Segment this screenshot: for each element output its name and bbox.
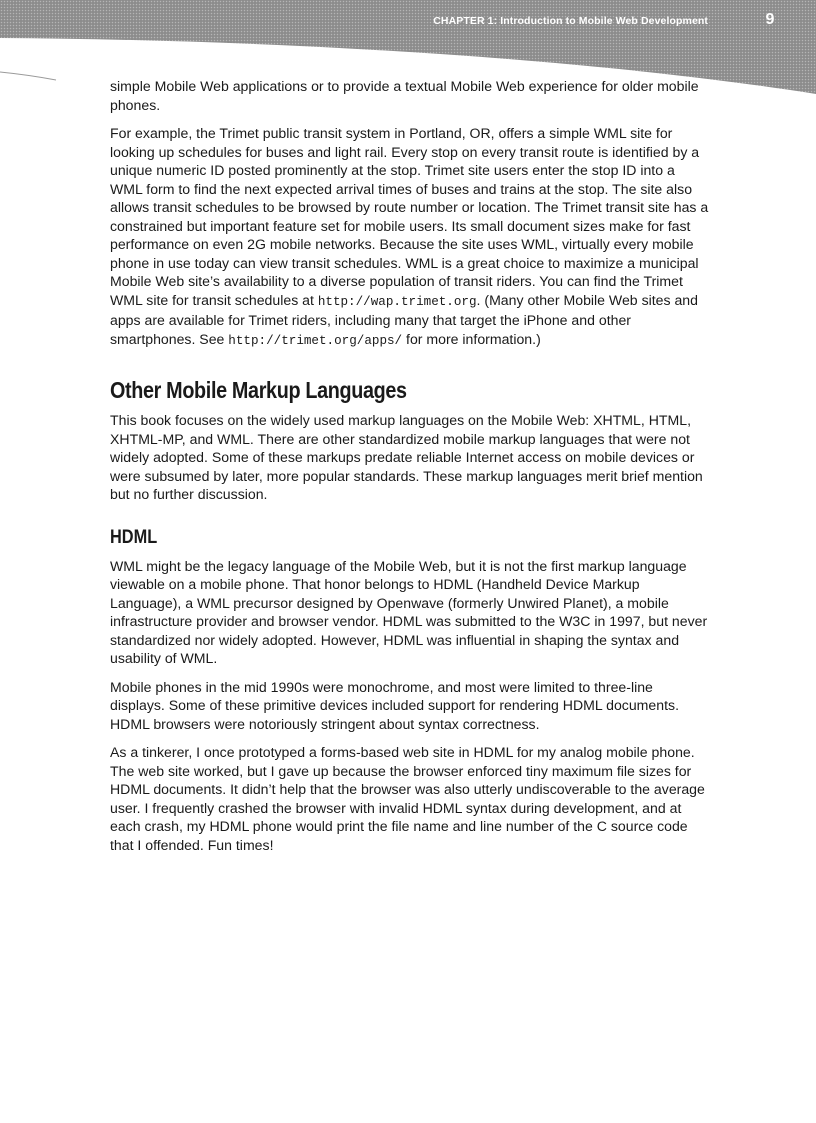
subsection-heading: HDML [110,526,158,548]
url-wap-trimet: http://wap.trimet.org [317,294,477,309]
page-number: 9 [765,11,775,28]
paragraph-text: for more information.) [402,330,541,347]
paragraph-text: . (Many other Mobile Web sites and apps are available for Trimet riders, including many that target the iPhone and other smartphones. See [110,291,698,347]
paragraph: simple Mobile Web applications or to provide a textual Mobile Web experience for older mobile phones. [110,78,699,113]
section-heading: Other Mobile Markup Languages [110,377,407,403]
url-trimet-apps: http://trimet.org/apps/ [228,333,403,348]
paragraph [110,124,710,350]
paragraph: This book focuses on the widely used markup languages on the Mobile Web: XHTML, HTML, XHTML-MP, and WML. There are other standardized mobile markup languages that were not widely adopted. Some of these markups predate reliable Internet access on mobile devices or were subsumed by later, more popular standards. These markup languages merit brief mention but no further discussion. [110,412,703,502]
paragraph-text: For example, the Trimet public transit system in Portland, OR, offers a simple WML site for looking up schedules for buses and light rail. Every stop on every transit route is identified by a unique numeric ID posted prominently at the stop. Trimet site users enter the stop ID into a WML form to find the next expected arrival times of buses and trains at the stop. The site also allows transit schedules to be browsed by route number or location. The Trimet transit site has a constrained but important feature set for mobile users. Its small document sizes make for fast performance on even 2G mobile networks. Because the site uses WML, virtually every mobile phone in use today can view transit schedules. WML is a great choice to maximize a municipal Mobile Web site’s availability to a diverse population of transit riders. You can find the Trimet WML site for transit schedules at [110,125,709,308]
paragraph: Mobile phones in the mid 1990s were monochrome, and most were limited to three-line displays. Some of these primitive devices included support for rendering HDML documents. HDML browsers were notoriously stringent about syntax correctness. [110,678,679,732]
page-body [110,77,710,864]
paragraph: As a tinkerer, I once prototyped a forms-based web site in HDML for my analog mobile phone. The web site worked, but I gave up because the browser enforced tiny maximum file sizes for HDML documents. It didn’t help that the browser was also utterly undiscoverable to the average user. I frequently crashed the browser with invalid HDML syntax during development, and at each crash, my HDML phone would print the file name and line number of the C source code that I offended. Fun times! [110,744,705,853]
paragraph: WML might be the legacy language of the Mobile Web, but it is not the first markup language viewable on a mobile phone. That honor belongs to HDML (Handheld Device Markup Language), a WML precursor designed by Openwave (formerly Unwired Planet), a mobile infrastructure provider and browser vendor. HDML was submitted to the W3C in 1997, but never standardized nor widely adopted. However, HDML was influential in shaping the syntax and usability of WML. [110,557,708,666]
running-header: CHAPTER 1: Introduction to Mobile Web Development [433,15,708,27]
